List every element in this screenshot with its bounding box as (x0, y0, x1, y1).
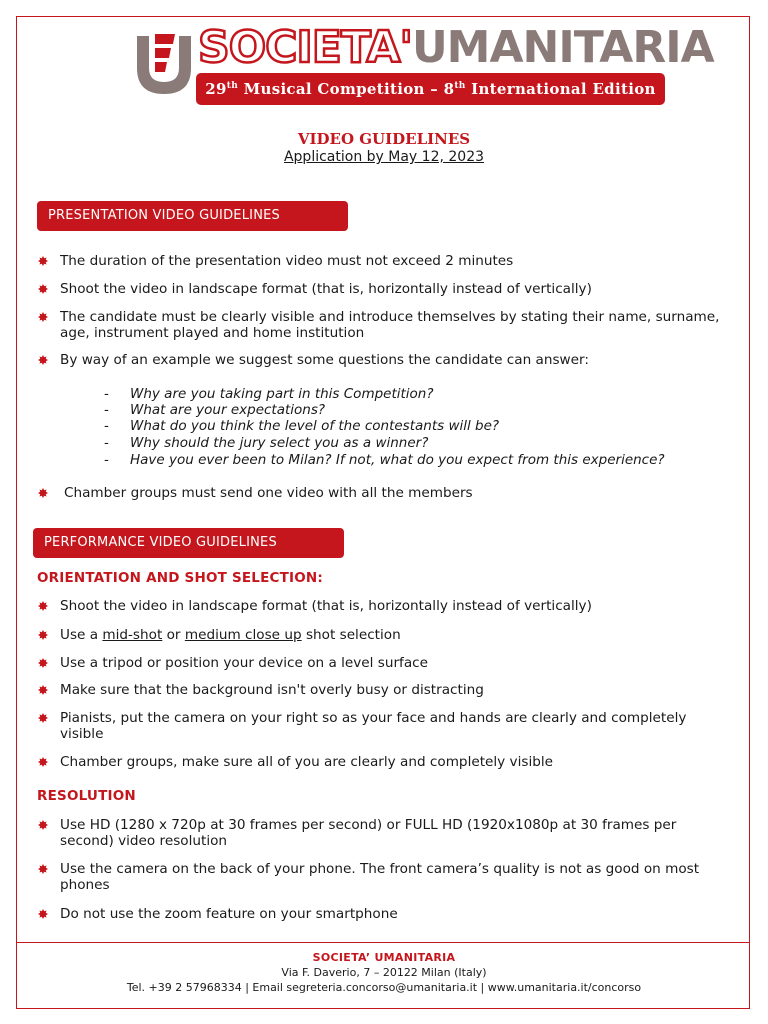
bullet-icon (38, 864, 48, 874)
bullet-text: Pianists, put the camera on your right so as your face and hands are clearly and completely visible (60, 710, 687, 742)
bullet-text: Use a mid-shot or medium close up shot selection (60, 627, 401, 643)
bullet-icon (38, 658, 48, 668)
bullet-icon (38, 713, 48, 723)
umanitaria-logo-icon (135, 30, 193, 96)
banner-number: 29 (205, 80, 227, 98)
list-item (38, 352, 728, 368)
application-deadline: Application by May 12, 2023 (283, 149, 485, 165)
page-title: VIDEO GUIDELINES (297, 130, 471, 148)
banner-ordinal-2: th (454, 81, 466, 91)
bullet-icon (38, 312, 48, 322)
edition-banner (196, 73, 665, 105)
list-item (38, 485, 728, 501)
bullet-text: Use the camera on the back of your phone. The front camera’s quality is not as good on most phones (60, 861, 700, 893)
bullet-text: Shoot the video in landscape format (that is, horizontally instead of vertically) (60, 598, 592, 614)
footer-contacts: Tel. +39 2 57968334 | Email segreteria.concorso@umanitaria.it | www.umanitaria.it/concorso (126, 981, 642, 994)
medium-close-up-term: medium close up (184, 627, 302, 643)
orientation-heading: ORIENTATION AND SHOT SELECTION: (37, 570, 324, 586)
bullet-icon (38, 685, 48, 695)
bullet-text: Use HD (1280 x 720p at 30 frames per second) or FULL HD (1920x1080p at 30 frames per second) video resolution (60, 817, 677, 849)
question-item: - Why should the jury select you as a winner? (104, 435, 429, 451)
performance-section-heading: PERFORMANCE VIDEO GUIDELINES (33, 528, 344, 558)
list-item (38, 682, 728, 698)
footer-org: SOCIETA’ UMANITARIA (312, 951, 456, 964)
question-item: - Why are you taking part in this Competition? (104, 386, 434, 402)
bullet-text: By way of an example we suggest some questions the candidate can answer: (60, 352, 589, 368)
bullet-text: Do not use the zoom feature on your smartphone (60, 906, 398, 922)
list-item (38, 627, 728, 643)
bullet-icon (38, 284, 48, 294)
bullet-icon (38, 820, 48, 830)
list-item (38, 817, 728, 849)
presentation-section-heading: PRESENTATION VIDEO GUIDELINES (37, 201, 348, 231)
bullet-text: Use a tripod or position your device on a level surface (60, 655, 429, 671)
bullet-text: The duration of the presentation video must not exceed 2 minutes (60, 253, 514, 269)
list-item (38, 598, 728, 614)
list-item (38, 861, 728, 893)
brand-part2: UMANITARIA (411, 22, 714, 73)
bullet-icon (38, 256, 48, 266)
list-item (38, 281, 728, 297)
bullet-icon (38, 488, 48, 498)
brand-name (198, 22, 714, 73)
list-item (38, 309, 728, 341)
footer-divider (16, 942, 750, 943)
banner-text: Musical Competition – 8 (238, 80, 455, 98)
bullet-icon (38, 601, 48, 611)
bullet-text: Shoot the video in landscape format (that is, horizontally instead of vertically) (60, 281, 592, 297)
bullet-icon (38, 757, 48, 767)
bullet-icon (38, 909, 48, 919)
banner-ordinal: th (226, 81, 239, 91)
question-item: - Have you ever been to Milan? If not, what do you expect from this experience? (104, 452, 665, 468)
list-item (38, 710, 728, 742)
footer-address: Via F. Daverio, 7 – 20122 Milan (Italy) (281, 966, 487, 979)
bullet-text: Make sure that the background isn't overly busy or distracting (60, 682, 484, 698)
list-item (38, 754, 728, 770)
resolution-heading: RESOLUTION (37, 788, 136, 804)
question-item: - What are your expectations? (104, 402, 326, 418)
list-item (38, 906, 728, 922)
brand-part1: SOCIETA' (198, 22, 412, 73)
banner-text-end: International Edition (465, 80, 656, 98)
list-item (38, 253, 728, 269)
bullet-text: The candidate must be clearly visible and introduce themselves by stating their name, surname, age, instrument played and home institution (60, 309, 720, 341)
bullet-icon (38, 355, 48, 365)
page-subtitle (0, 149, 768, 165)
question-item: - What do you think the level of the contestants will be? (104, 418, 500, 434)
bullet-icon (38, 630, 48, 640)
bullet-text: Chamber groups must send one video with all the members (64, 485, 473, 501)
list-item (38, 655, 728, 671)
mid-shot-term: mid-shot (102, 627, 163, 643)
bullet-text: Chamber groups, make sure all of you are clearly and completely visible (60, 754, 553, 770)
